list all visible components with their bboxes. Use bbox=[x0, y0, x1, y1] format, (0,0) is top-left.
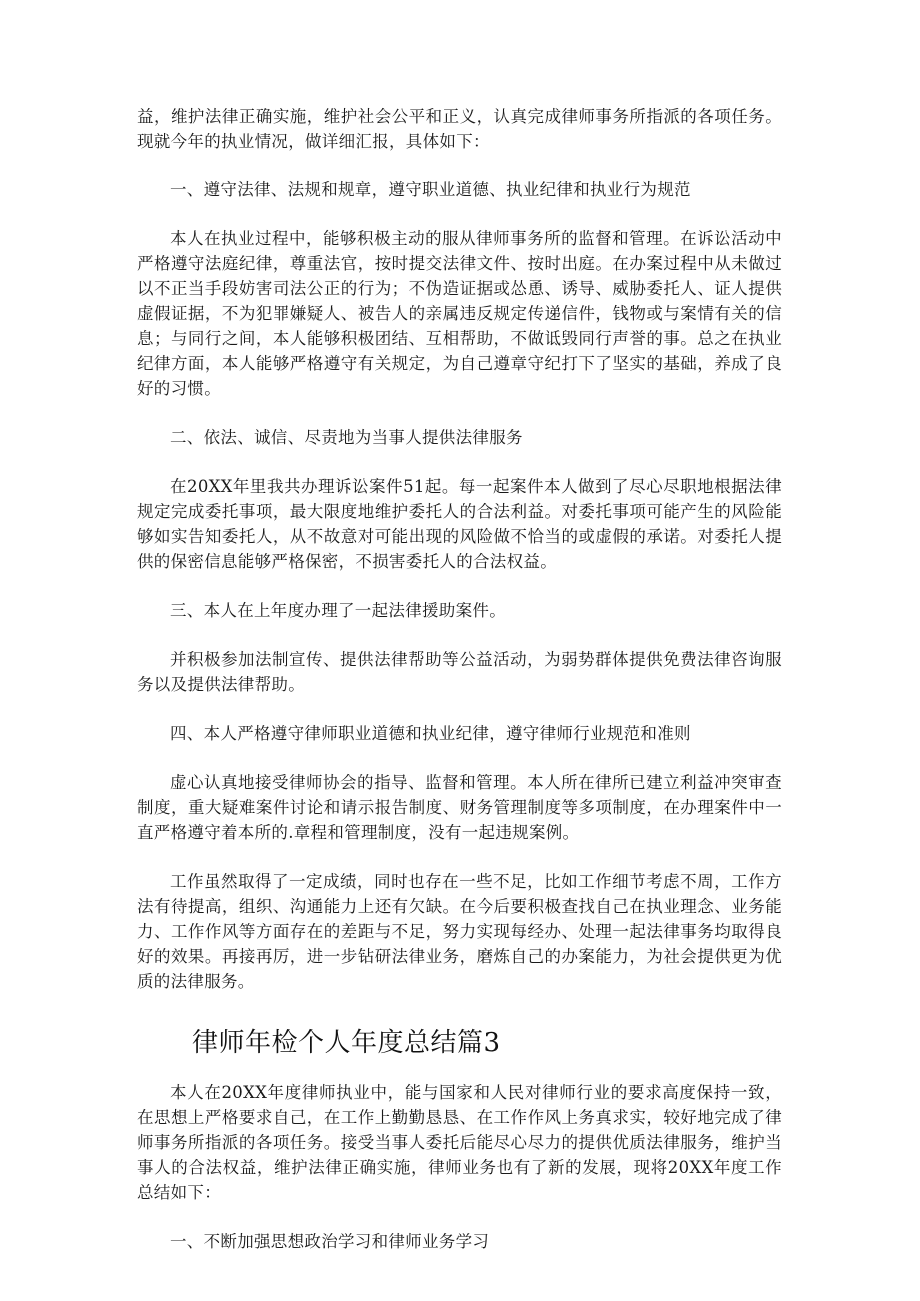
section-heading-4: 四、本人严格遵守律师职业道德和执业纪律，遵守律师行业规范和准则 bbox=[170, 724, 691, 743]
section-heading-1: 一、遵守法律、法规和规章，遵守职业道德、执业纪律和执业行为规范 bbox=[170, 180, 691, 199]
section-heading-2: 二、依法、诚信、尽责地为当事人提供法律服务 bbox=[170, 428, 523, 447]
section-heading-5: 一、不断加强思想政治学习和律师业务学习 bbox=[170, 1232, 490, 1251]
section-title: 律师年检个人年度总结篇3 bbox=[192, 1028, 501, 1058]
section-heading-3: 三、本人在上年度办理了一起法律援助案件。 bbox=[170, 601, 506, 620]
paragraph-annual-summary: 本人在20XX年度律师执业中，能与国家和人民对律师行业的要求高度保持一致，在思想上严格要求自己，在工作上勤勤恳恳、在工作作风上务真求实，较好地完成了律师事务所指派的各项任务。接受当事人委托后能尽心尽力的提供优质法律服务，维护当事人的合法权益，维护法律正确实施，律师业务也有了新的发展，现将20XX年度工作总结如下： bbox=[137, 1083, 782, 1202]
paragraph-public-welfare: 并积极参加法制宣传、提供法律帮助等公益活动，为弱势群体提供免费法律咨询服务以及提供法律帮助。 bbox=[137, 650, 782, 694]
paragraph-discipline: 本人在执业过程中，能够积极主动的服从律师事务所的监督和管理。在诉讼活动中严格遵守法庭纪律，尊重法官，按时提交法律文件、按时出庭。在办案过程中从未做过以不正当手段妨害司法公正的行为；不伪造证据或怂恿、诱导、威胁委托人、证人提供虚假证据，不为犯罪嫌疑人、被告人的亲属违反规定传递信件，钱物或与案情有关的信息；与同行之间，本人能够积极团结、互相帮助，不做诋毁同行声誉的事。总之在执业纪律方面，本人能够严格遵守有关规定，为自己遵章守纪打下了坚实的基础，养成了良好的习惯。 bbox=[137, 229, 782, 398]
paragraph-shortcomings: 工作虽然取得了一定成绩，同时也存在一些不足，比如工作细节考虑不周，工作方法有待提高，组织、沟通能力上还有欠缺。在今后要积极查找自己在执业理念、业务能力、工作作风等方面存在的差距与不足，努力实现每经办、处理一起法律事务均取得良好的效果。再接再厉，进一步钻研法律业务，磨炼自己的办案能力，为社会提供更为优质的法律服务。 bbox=[137, 872, 782, 991]
document-page bbox=[137, 104, 782, 1254]
intro-paragraph: 益，维护法律正确实施，维护社会公平和正义，认真完成律师事务所指派的各项任务。现就今年的执业情况，做详细汇报，具体如下： bbox=[137, 107, 782, 151]
paragraph-association: 虚心认真地接受律师协会的指导、监督和管理。本人所在律所已建立利益冲突审查制度，重大疑难案件讨论和请示报告制度、财务管理制度等多项制度，在办理案件中一直严格遵守着本所的.章程和管理制度，没有一起违规案例。 bbox=[137, 773, 782, 842]
paragraph-client-service: 在20XX年里我共办理诉讼案件51起。每一起案件本人做到了尽心尽职地根据法律规定完成委托事项，最大限度地维护委托人的合法利益。对委托事项可能产生的风险能够如实告知委托人，从不故意对可能出现的风险做不恰当的或虚假的承诺。对委托人提供的保密信息能够严格保密，不损害委托人的合法权益。 bbox=[137, 477, 782, 571]
